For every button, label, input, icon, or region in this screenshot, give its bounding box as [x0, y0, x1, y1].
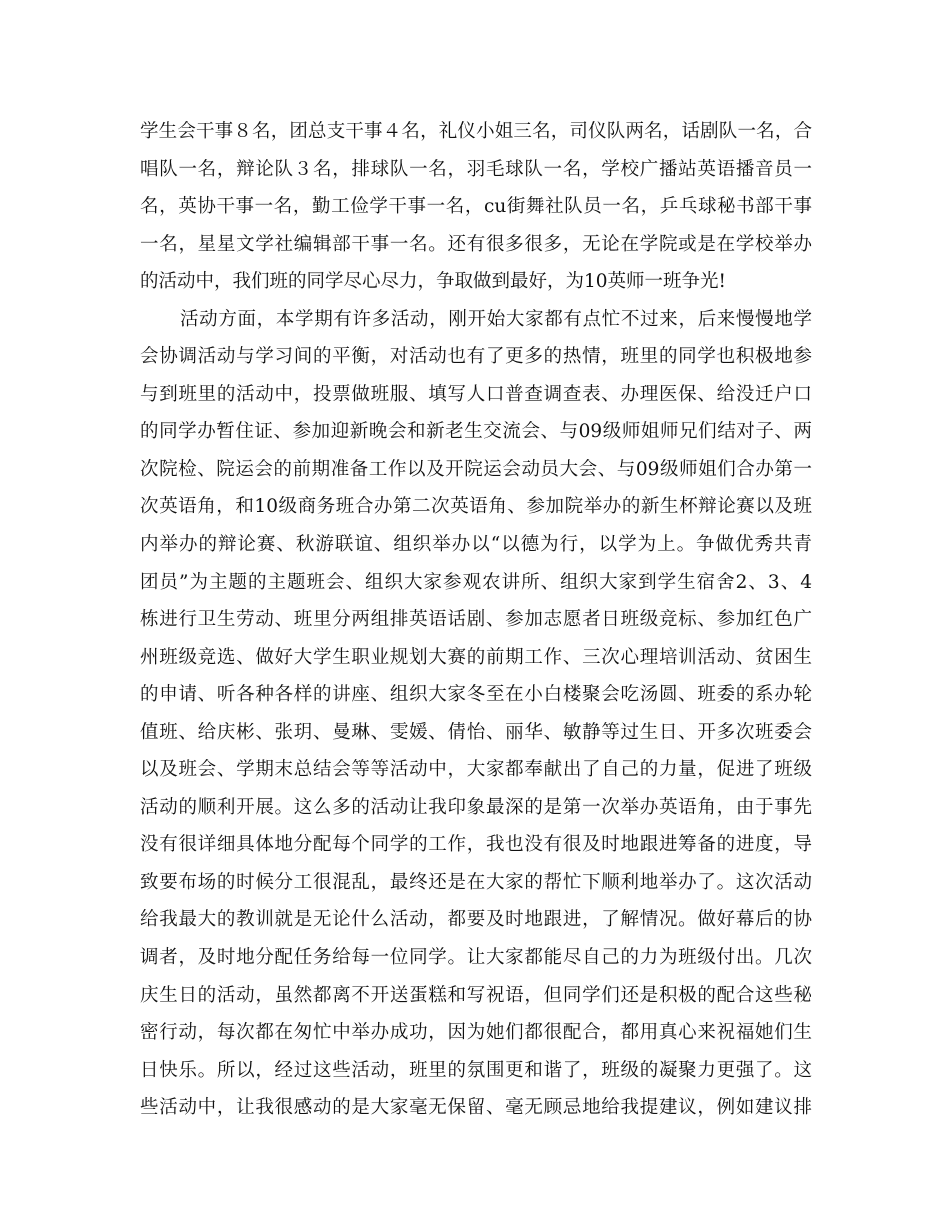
- text-line-9: 的同学办暂住证、参加迎新晚会和新老生交流会、与09级师姐师兄们结对子、两: [140, 421, 812, 443]
- text-line-20: 没有很详细具体地分配每个同学的工作，我也没有很及时地跟进筹备的进度，导: [140, 834, 812, 856]
- text-line-3: 名，英协干事一名，勤工俭学干事一名，cu街舞社队员一名，乒乓球秘书部干事: [140, 196, 812, 218]
- text-line-4: 一名，星星文学社编辑部干事一名。还有很多很多，无论在学院或是在学校举办: [140, 233, 812, 255]
- text-line-16: 的申请、听各种各样的讲座、组织大家冬至在小白楼聚会吃汤圆、班委的系办轮: [140, 684, 812, 706]
- text-line-24: 庆生日的活动，虽然都离不开送蛋糕和写祝语，但同学们还是积极的配合这些秘: [140, 984, 812, 1006]
- text-line-8: 与到班里的活动中，投票做班服、填写人口普查调查表、办理医保、给没迁户口: [140, 383, 812, 405]
- text-line-14: 栋进行卫生劳动、班里分两组排英语话剧、参加志愿者日班级竞标、参加红色广: [140, 609, 812, 631]
- text-line-15: 州班级竞选、做好大学生职业规划大赛的前期工作、三次心理培训活动、贫困生: [140, 646, 812, 668]
- text-line-25: 密行动，每次都在匆忙中举办成功，因为她们都很配合，都用真心来祝福她们生: [140, 1022, 812, 1044]
- text-line-23: 调者，及时地分配任务给每一位同学。让大家都能尽自己的力为班级付出。几次: [140, 947, 812, 969]
- text-line-6: 活动方面，本学期有许多活动，刚开始大家都有点忙不过来，后来慢慢地学: [180, 308, 812, 330]
- text-line-5: 的活动中，我们班的同学尽心尽力，争取做到最好，为10英师一班争光!: [140, 271, 726, 293]
- text-line-7: 会协调活动与学习间的平衡，对活动也有了更多的热情，班里的同学也积极地参: [140, 346, 812, 368]
- text-line-10: 次院检、院运会的前期准备工作以及开院运会动员大会、与09级师姐们合办第一: [140, 458, 812, 480]
- text-line-2: 唱队一名，辩论队３名，排球队一名，羽毛球队一名，学校广播站英语播音员一: [140, 158, 812, 180]
- text-line-22: 给我最大的教训就是无论什么活动，都要及时地跟进，了解情况。做好幕后的协: [140, 909, 812, 931]
- text-line-13: 团员”为主题的主题班会、组织大家参观农讲所、组织大家到学生宿舍2、3、4: [140, 571, 812, 593]
- text-line-26: 日快乐。所以，经过这些活动，班里的氛围更和谐了，班级的凝聚力更强了。这: [140, 1059, 812, 1081]
- text-line-19: 活动的顺利开展。这么多的活动让我印象最深的是第一次举办英语角，由于事先: [140, 796, 812, 818]
- text-line-21: 致要布场的时候分工很混乱，最终还是在大家的帮忙下顺利地举办了。这次活动: [140, 871, 812, 893]
- text-line-12: 内举办的辩论赛、秋游联谊、组织举办以“以德为行，以学为上。争做优秀共青: [140, 534, 812, 556]
- body-text: [140, 113, 812, 1127]
- text-line-11: 次英语角，和10级商务班合办第二次英语角、参加院举办的新生杯辩论赛以及班: [140, 496, 812, 518]
- text-line-27: 些活动中，让我很感动的是大家毫无保留、毫无顾忌地给我提建议，例如建议排: [140, 1097, 812, 1119]
- text-line-1: 学生会干事８名，团总支干事４名，礼仪小姐三名，司仪队两名，话剧队一名，合: [140, 121, 812, 142]
- text-line-17: 值班、给庆彬、张玥、曼琳、雯媛、倩怡、丽华、敏静等过生日、开多次班委会: [140, 721, 812, 743]
- text-line-18: 以及班会、学期末总结会等等活动中，大家都奉献出了自己的力量，促进了班级: [140, 759, 812, 781]
